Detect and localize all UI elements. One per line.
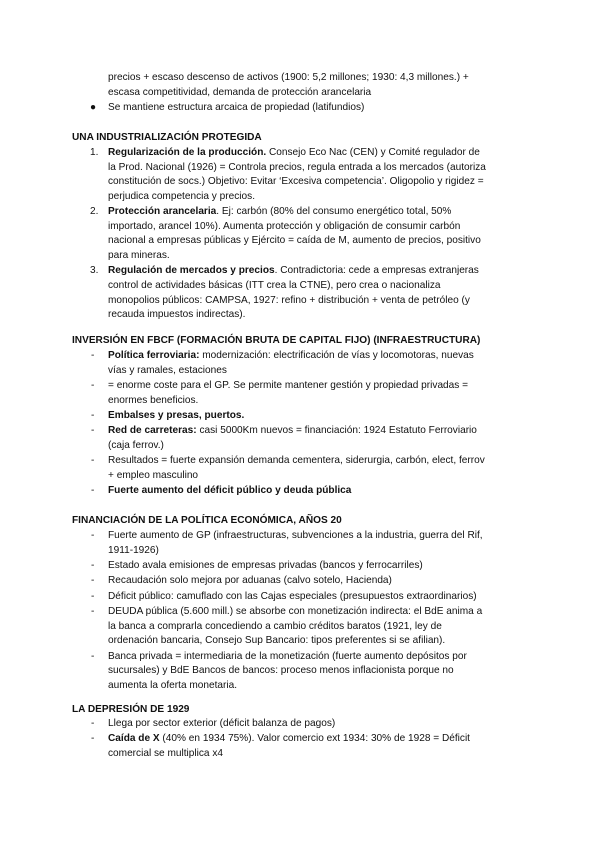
list-item-bold: Protección arancelaria — [108, 206, 217, 218]
list-item-continuation: ordenación bancaria, Consejo Sup Bancario: tipos preferentes si se afilian). — [108, 635, 446, 647]
list-item-text: casi 5000Km nuevos = financiación: 1924 Estatuto Ferroviario — [196, 425, 477, 437]
list-item-bold: Regulación de mercados y precios — [108, 265, 275, 277]
dash-marker: - — [91, 606, 95, 618]
dash-marker: - — [91, 530, 95, 541]
list-number: 3. — [90, 265, 99, 277]
section-title-inversion: INVERSIÓN EN FBCF (FORMACIÓN BRUTA DE CAPITAL FIJO) (INFRAESTRUCTURA) — [72, 335, 481, 346]
dash-marker: - — [91, 560, 95, 571]
intro-bullet: Se mantiene estructura arcaica de propiedad (latifundios) — [108, 102, 365, 113]
list-item-continuation: 1911-1926) — [108, 544, 159, 556]
list-item-continuation: importado, arancel 10%). Aumenta protección y obligación de consumir carbón — [108, 220, 461, 232]
list-item-continuation: perjudica competencia y precios. — [108, 190, 255, 202]
dash-marker: - — [91, 590, 95, 602]
list-item-continuation: la banca a comprarla concediendo a cambio créditos baratos (1921, ley de — [108, 620, 442, 632]
list-item — [108, 529, 483, 544]
list-item-text: . Ej: carbón (80% del consumo energético total, 50% — [216, 206, 452, 218]
dash-marker: - — [91, 718, 95, 729]
list-item-text: . Contradictoria: cede a empresas extranjeras — [274, 265, 479, 277]
dash-marker: - — [91, 575, 95, 587]
list-item-continuation: + empleo masculino — [108, 470, 199, 481]
list-item — [108, 349, 474, 364]
list-item — [108, 559, 423, 574]
list-item-text: Estado avala emisiones de empresas privadas (bancos y ferrocarriles) — [108, 560, 423, 571]
list-number: 2. — [90, 206, 99, 218]
section-title-financiacion: FINANCIACIÓN DE LA POLÍTICA ECONÓMICA, AÑOS 20 — [72, 515, 342, 526]
list-item — [108, 454, 485, 469]
list-number: 1. — [90, 147, 99, 158]
dash-marker: - — [91, 380, 95, 391]
list-item — [108, 264, 479, 279]
list-item-text: Consejo Eco Nac (CEN) y Comité regulador de — [266, 147, 480, 158]
list-item-bold: Regularización de la producción. — [108, 147, 267, 158]
list-item-bold: Fuerte aumento del déficit público y deuda pública — [108, 485, 352, 497]
list-item — [108, 409, 244, 424]
list-item-bold: Embalses y presas, puertos. — [108, 410, 245, 421]
list-item-text: Fuerte aumento de GP (infraestructuras, subvenciones a la industria, guerra del Rif, — [108, 530, 483, 541]
list-item-text: = enorme coste para el GP. Se permite mantener gestión y propiedad privadas = — [108, 380, 469, 391]
list-item — [108, 732, 470, 747]
dash-marker: - — [91, 410, 95, 421]
list-item-text: Llega por sector exterior (déficit balanza de pagos) — [108, 718, 336, 729]
list-item-continuation: recauda impuestos indirectas). — [108, 309, 246, 321]
section-title-depresion: LA DEPRESIÓN DE 1929 — [72, 704, 190, 715]
section-title-industrializacion: UNA INDUSTRIALIZACIÓN PROTEGIDA — [72, 132, 262, 143]
list-item — [108, 424, 477, 439]
list-item — [108, 590, 477, 605]
list-item-bold: Política ferroviaria: — [108, 350, 200, 361]
list-item — [108, 146, 480, 161]
list-item-text: Recaudación solo mejora por aduanas (calvo sotelo, Hacienda) — [108, 575, 392, 587]
list-item-continuation: control de actividades básicas (ITT crea la CTNE), pero crea o nacionaliza — [108, 280, 441, 291]
list-item-continuation: comercial se multiplica x4 — [108, 748, 223, 759]
list-item — [108, 650, 467, 665]
dash-marker: - — [91, 485, 95, 497]
list-item-bold: Caída de X — [108, 733, 160, 745]
intro-line-2: escasa competitividad, demanda de protección arancelaria — [108, 87, 372, 98]
list-item-continuation: la Prod. Nacional (1926) = Controla precios, regula entrada a los mercados (autoriza — [108, 161, 486, 173]
dash-marker: - — [91, 425, 95, 437]
list-item-continuation: sucursales) y BdE Bancos de bancos: proceso menos inflacionista porque no — [108, 665, 454, 677]
list-item-continuation: aumenta la oferta monetaria. — [108, 680, 238, 691]
list-item — [108, 484, 351, 499]
list-item-continuation: nacional a empresas públicas y Ejército = caída de M, aumento de precios, positivo — [108, 235, 481, 247]
list-item-continuation: monopolios públicos: CAMPSA, 1927: refino + distribución + venta de petróleo (y — [108, 294, 470, 306]
list-item — [108, 205, 451, 220]
list-item — [108, 574, 392, 589]
list-item — [108, 605, 482, 620]
list-item-text: Resultados = fuerte expansión demanda cementera, siderurgia, carbón, elect, ferrov — [108, 455, 485, 467]
list-item-continuation: (caja ferrov.) — [108, 440, 164, 451]
list-item — [108, 717, 335, 732]
list-item-continuation: constitución de socs.) Objetivo: Evitar ‘Excesiva competencia’. Oligopolio y rigidez = — [108, 176, 484, 188]
list-item-text: modernización: electrificación de vías y locomotoras, nuevas — [199, 350, 474, 361]
list-item-continuation: para mineras. — [108, 250, 170, 261]
list-item-text: (40% en 1934 75%). Valor comercio ext 1934: 30% de 1928 = Déficit — [159, 733, 470, 745]
list-item-continuation: vías y ramales, estaciones — [108, 364, 227, 376]
intro-line-1: precios + escaso descenso de activos (1900: 5,2 millones; 1930: 4,3 millones.) + — [108, 72, 469, 83]
bullet-dot: ● — [90, 102, 97, 113]
list-item-text: Déficit público: camuflado con las Cajas especiales (presupuestos extraordinarios) — [108, 590, 477, 602]
dash-marker: - — [91, 350, 95, 361]
dash-marker: - — [91, 455, 95, 467]
list-item-text: Banca privada = intermediaria de la monetización (fuerte aumento depósitos por — [108, 650, 467, 662]
list-item-continuation: enormes beneficios. — [108, 394, 199, 406]
dash-marker: - — [91, 733, 95, 745]
list-item-bold: Red de carreteras: — [108, 425, 197, 437]
dash-marker: - — [91, 650, 95, 662]
list-item — [108, 379, 468, 394]
list-item-text: DEUDA pública (5.600 mill.) se absorbe con monetización indirecta: el BdE anima a — [108, 606, 483, 618]
